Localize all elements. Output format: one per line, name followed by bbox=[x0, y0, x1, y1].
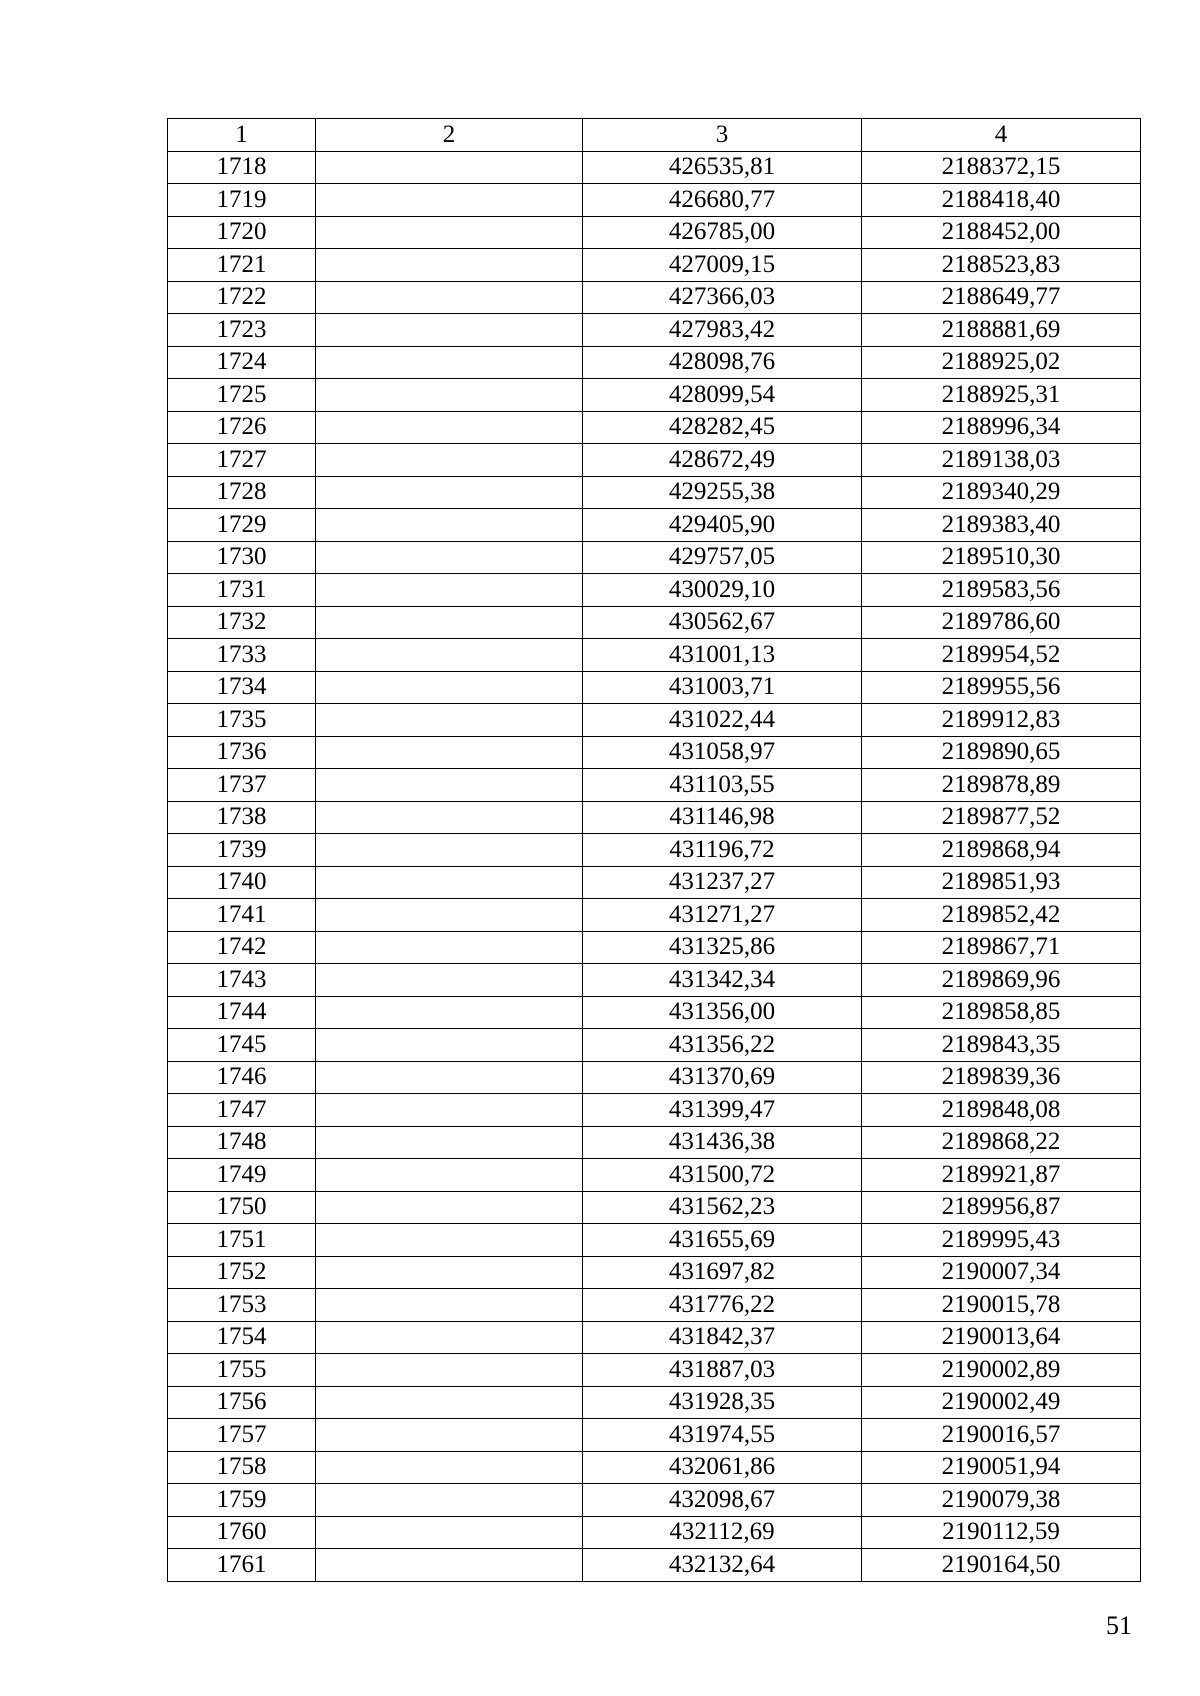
table-cell-col-4: 2188881,69 bbox=[862, 314, 1141, 347]
header-col-4: 4 bbox=[862, 119, 1141, 152]
table-cell-col-1: 1722 bbox=[168, 281, 316, 314]
table-cell-col-1: 1754 bbox=[168, 1321, 316, 1354]
table-cell-col-2 bbox=[316, 1061, 583, 1094]
table-cell-col-2 bbox=[316, 736, 583, 769]
table-cell-col-1: 1755 bbox=[168, 1354, 316, 1387]
table-cell-col-4: 2189921,87 bbox=[862, 1159, 1141, 1192]
table-cell-col-2 bbox=[316, 1321, 583, 1354]
table-cell-col-2 bbox=[316, 899, 583, 932]
table-cell-col-4: 2190079,38 bbox=[862, 1484, 1141, 1517]
table-cell-col-4: 2189995,43 bbox=[862, 1224, 1141, 1257]
table-row bbox=[168, 866, 1141, 899]
table-cell-col-3: 428672,49 bbox=[583, 444, 862, 477]
table-cell-col-4: 2190112,59 bbox=[862, 1516, 1141, 1549]
table-cell-col-4: 2189955,56 bbox=[862, 671, 1141, 704]
table-cell-col-3: 431003,71 bbox=[583, 671, 862, 704]
table-cell-col-1: 1745 bbox=[168, 1029, 316, 1062]
table-cell-col-2 bbox=[316, 671, 583, 704]
table-cell-col-2 bbox=[316, 1451, 583, 1484]
table-cell-col-4: 2189956,87 bbox=[862, 1191, 1141, 1224]
table-cell-col-2 bbox=[316, 281, 583, 314]
table-cell-col-2 bbox=[316, 1191, 583, 1224]
table-cell-col-4: 2189890,65 bbox=[862, 736, 1141, 769]
table-cell-col-2 bbox=[316, 1386, 583, 1419]
table-cell-col-1: 1741 bbox=[168, 899, 316, 932]
table-cell-col-3: 431562,23 bbox=[583, 1191, 862, 1224]
table-cell-col-2 bbox=[316, 801, 583, 834]
table-row bbox=[168, 1321, 1141, 1354]
table-cell-col-1: 1718 bbox=[168, 151, 316, 184]
table-cell-col-1: 1723 bbox=[168, 314, 316, 347]
table-cell-col-3: 431022,44 bbox=[583, 704, 862, 737]
header-row bbox=[168, 119, 1141, 152]
table-cell-col-3: 432112,69 bbox=[583, 1516, 862, 1549]
table-cell-col-3: 426785,00 bbox=[583, 216, 862, 249]
table-row bbox=[168, 801, 1141, 834]
table-row bbox=[168, 1094, 1141, 1127]
table-cell-col-1: 1727 bbox=[168, 444, 316, 477]
table-cell-col-2 bbox=[316, 541, 583, 574]
table-row bbox=[168, 1191, 1141, 1224]
table-cell-col-4: 2189852,42 bbox=[862, 899, 1141, 932]
table-cell-col-4: 2190002,89 bbox=[862, 1354, 1141, 1387]
table-cell-col-3: 427366,03 bbox=[583, 281, 862, 314]
table-row bbox=[168, 281, 1141, 314]
table-cell-col-2 bbox=[316, 1029, 583, 1062]
table-cell-col-1: 1729 bbox=[168, 509, 316, 542]
table-cell-col-2 bbox=[316, 151, 583, 184]
table-cell-col-4: 2189583,56 bbox=[862, 574, 1141, 607]
table-row bbox=[168, 1354, 1141, 1387]
table-cell-col-3: 431342,34 bbox=[583, 964, 862, 997]
table-cell-col-3: 430029,10 bbox=[583, 574, 862, 607]
table-cell-col-1: 1750 bbox=[168, 1191, 316, 1224]
table-row bbox=[168, 379, 1141, 412]
table-cell-col-4: 2189843,35 bbox=[862, 1029, 1141, 1062]
table-cell-col-3: 431103,55 bbox=[583, 769, 862, 802]
table-row bbox=[168, 411, 1141, 444]
table-cell-col-2 bbox=[316, 379, 583, 412]
table-row bbox=[168, 931, 1141, 964]
table-cell-col-4: 2188372,15 bbox=[862, 151, 1141, 184]
table-cell-col-1: 1719 bbox=[168, 184, 316, 217]
table-cell-col-1: 1761 bbox=[168, 1549, 316, 1582]
table-row bbox=[168, 509, 1141, 542]
table-cell-col-2 bbox=[316, 931, 583, 964]
table-cell-col-4: 2188418,40 bbox=[862, 184, 1141, 217]
table-cell-col-1: 1756 bbox=[168, 1386, 316, 1419]
table-header bbox=[168, 119, 1141, 152]
table-cell-col-4: 2189848,08 bbox=[862, 1094, 1141, 1127]
table-cell-col-1: 1751 bbox=[168, 1224, 316, 1257]
table-cell-col-2 bbox=[316, 1419, 583, 1452]
table-row bbox=[168, 1386, 1141, 1419]
table-cell-col-2 bbox=[316, 1516, 583, 1549]
table-row bbox=[168, 346, 1141, 379]
table-row bbox=[168, 639, 1141, 672]
table-cell-col-3: 432098,67 bbox=[583, 1484, 862, 1517]
table-row bbox=[168, 1484, 1141, 1517]
table-cell-col-2 bbox=[316, 704, 583, 737]
table-cell-col-1: 1733 bbox=[168, 639, 316, 672]
table-cell-col-4: 2190007,34 bbox=[862, 1256, 1141, 1289]
table-cell-col-4: 2189867,71 bbox=[862, 931, 1141, 964]
table-cell-col-1: 1749 bbox=[168, 1159, 316, 1192]
table-row bbox=[168, 151, 1141, 184]
table-cell-col-4: 2189954,52 bbox=[862, 639, 1141, 672]
table-row bbox=[168, 249, 1141, 282]
table-cell-col-2 bbox=[316, 1354, 583, 1387]
table-cell-col-4: 2189786,60 bbox=[862, 606, 1141, 639]
table-cell-col-2 bbox=[316, 1094, 583, 1127]
table-cell-col-3: 430562,67 bbox=[583, 606, 862, 639]
table-cell-col-3: 428282,45 bbox=[583, 411, 862, 444]
table-cell-col-3: 431356,00 bbox=[583, 996, 862, 1029]
table-cell-col-3: 431356,22 bbox=[583, 1029, 862, 1062]
table-cell-col-4: 2189869,96 bbox=[862, 964, 1141, 997]
table-cell-col-2 bbox=[316, 1289, 583, 1322]
table-cell-col-4: 2190002,49 bbox=[862, 1386, 1141, 1419]
table-cell-col-3: 429405,90 bbox=[583, 509, 862, 542]
table-cell-col-3: 427983,42 bbox=[583, 314, 862, 347]
table-cell-col-4: 2189868,94 bbox=[862, 834, 1141, 867]
table-cell-col-3: 431974,55 bbox=[583, 1419, 862, 1452]
table-cell-col-3: 431776,22 bbox=[583, 1289, 862, 1322]
table-cell-col-4: 2190013,64 bbox=[862, 1321, 1141, 1354]
table-row bbox=[168, 1289, 1141, 1322]
table-cell-col-3: 429255,38 bbox=[583, 476, 862, 509]
table-cell-col-1: 1731 bbox=[168, 574, 316, 607]
table-cell-col-3: 431928,35 bbox=[583, 1386, 862, 1419]
table-cell-col-3: 427009,15 bbox=[583, 249, 862, 282]
table-cell-col-3: 431058,97 bbox=[583, 736, 862, 769]
table-cell-col-1: 1720 bbox=[168, 216, 316, 249]
table-cell-col-1: 1759 bbox=[168, 1484, 316, 1517]
table-cell-col-3: 431325,86 bbox=[583, 931, 862, 964]
table-cell-col-3: 431500,72 bbox=[583, 1159, 862, 1192]
table-cell-col-4: 2189868,22 bbox=[862, 1126, 1141, 1159]
table-cell-col-2 bbox=[316, 1256, 583, 1289]
table-row bbox=[168, 1256, 1141, 1289]
table-cell-col-1: 1724 bbox=[168, 346, 316, 379]
table-row bbox=[168, 1126, 1141, 1159]
table-row bbox=[168, 541, 1141, 574]
table-cell-col-4: 2189383,40 bbox=[862, 509, 1141, 542]
table-cell-col-1: 1726 bbox=[168, 411, 316, 444]
table-row bbox=[168, 704, 1141, 737]
table-cell-col-4: 2188649,77 bbox=[862, 281, 1141, 314]
table-cell-col-4: 2190164,50 bbox=[862, 1549, 1141, 1582]
header-col-3: 3 bbox=[583, 119, 862, 152]
table-cell-col-4: 2189851,93 bbox=[862, 866, 1141, 899]
table-row bbox=[168, 1061, 1141, 1094]
table-cell-col-3: 431271,27 bbox=[583, 899, 862, 932]
table-body bbox=[168, 151, 1141, 1581]
table-row bbox=[168, 1451, 1141, 1484]
page-number: 51 bbox=[1106, 1611, 1132, 1640]
table-cell-col-4: 2188523,83 bbox=[862, 249, 1141, 282]
table-cell-col-2 bbox=[316, 509, 583, 542]
table-cell-col-3: 428099,54 bbox=[583, 379, 862, 412]
table-cell-col-4: 2188925,31 bbox=[862, 379, 1141, 412]
table-cell-col-1: 1739 bbox=[168, 834, 316, 867]
table-cell-col-4: 2189138,03 bbox=[862, 444, 1141, 477]
table-cell-col-3: 431842,37 bbox=[583, 1321, 862, 1354]
table-cell-col-3: 431237,27 bbox=[583, 866, 862, 899]
table-cell-col-1: 1752 bbox=[168, 1256, 316, 1289]
table-cell-col-2 bbox=[316, 314, 583, 347]
table-cell-col-2 bbox=[316, 216, 583, 249]
table-cell-col-1: 1721 bbox=[168, 249, 316, 282]
table-cell-col-1: 1735 bbox=[168, 704, 316, 737]
table-cell-col-2 bbox=[316, 1126, 583, 1159]
table-cell-col-3: 431146,98 bbox=[583, 801, 862, 834]
table-row bbox=[168, 1516, 1141, 1549]
table-cell-col-3: 428098,76 bbox=[583, 346, 862, 379]
header-col-1: 1 bbox=[168, 119, 316, 152]
table-cell-col-4: 2189340,29 bbox=[862, 476, 1141, 509]
table-cell-col-4: 2189878,89 bbox=[862, 769, 1141, 802]
table-cell-col-2 bbox=[316, 411, 583, 444]
table-cell-col-3: 426535,81 bbox=[583, 151, 862, 184]
table-cell-col-2 bbox=[316, 834, 583, 867]
table-cell-col-3: 431001,13 bbox=[583, 639, 862, 672]
table-cell-col-1: 1742 bbox=[168, 931, 316, 964]
table-cell-col-2 bbox=[316, 1224, 583, 1257]
table-cell-col-2 bbox=[316, 964, 583, 997]
table-cell-col-2 bbox=[316, 639, 583, 672]
table-row bbox=[168, 964, 1141, 997]
table-cell-col-4: 2189912,83 bbox=[862, 704, 1141, 737]
table-cell-col-3: 432061,86 bbox=[583, 1451, 862, 1484]
table-cell-col-4: 2188996,34 bbox=[862, 411, 1141, 444]
table-cell-col-1: 1753 bbox=[168, 1289, 316, 1322]
table-cell-col-1: 1738 bbox=[168, 801, 316, 834]
table-cell-col-2 bbox=[316, 606, 583, 639]
table-row bbox=[168, 1224, 1141, 1257]
table-cell-col-4: 2189858,85 bbox=[862, 996, 1141, 1029]
table-cell-col-3: 431436,38 bbox=[583, 1126, 862, 1159]
table-cell-col-1: 1748 bbox=[168, 1126, 316, 1159]
header-col-2: 2 bbox=[316, 119, 583, 152]
table-cell-col-2 bbox=[316, 444, 583, 477]
table-cell-col-4: 2188925,02 bbox=[862, 346, 1141, 379]
table-row bbox=[168, 606, 1141, 639]
table-row bbox=[168, 1029, 1141, 1062]
table-row bbox=[168, 834, 1141, 867]
table-cell-col-1: 1736 bbox=[168, 736, 316, 769]
table-cell-col-3: 431399,47 bbox=[583, 1094, 862, 1127]
table-row bbox=[168, 216, 1141, 249]
table-row bbox=[168, 444, 1141, 477]
table-cell-col-2 bbox=[316, 1159, 583, 1192]
table-cell-col-3: 431655,69 bbox=[583, 1224, 862, 1257]
table-cell-col-2 bbox=[316, 476, 583, 509]
table-row bbox=[168, 1419, 1141, 1452]
table-cell-col-1: 1758 bbox=[168, 1451, 316, 1484]
table-cell-col-3: 429757,05 bbox=[583, 541, 862, 574]
table-cell-col-4: 2189510,30 bbox=[862, 541, 1141, 574]
table-row bbox=[168, 476, 1141, 509]
table-cell-col-1: 1757 bbox=[168, 1419, 316, 1452]
table-cell-col-3: 426680,77 bbox=[583, 184, 862, 217]
table-cell-col-1: 1730 bbox=[168, 541, 316, 574]
table-row bbox=[168, 996, 1141, 1029]
table-row bbox=[168, 671, 1141, 704]
table-row bbox=[168, 769, 1141, 802]
table-cell-col-2 bbox=[316, 866, 583, 899]
table-cell-col-3: 431697,82 bbox=[583, 1256, 862, 1289]
table-cell-col-2 bbox=[316, 249, 583, 282]
table-cell-col-2 bbox=[316, 1484, 583, 1517]
coordinates-table bbox=[167, 118, 1141, 1582]
table-cell-col-1: 1740 bbox=[168, 866, 316, 899]
table-row bbox=[168, 1159, 1141, 1192]
table-cell-col-2 bbox=[316, 574, 583, 607]
table-cell-col-1: 1737 bbox=[168, 769, 316, 802]
table-cell-col-4: 2190016,57 bbox=[862, 1419, 1141, 1452]
table-row bbox=[168, 184, 1141, 217]
table-cell-col-1: 1747 bbox=[168, 1094, 316, 1127]
table-cell-col-4: 2189839,36 bbox=[862, 1061, 1141, 1094]
table-cell-col-1: 1760 bbox=[168, 1516, 316, 1549]
table-cell-col-1: 1728 bbox=[168, 476, 316, 509]
table-cell-col-2 bbox=[316, 996, 583, 1029]
table-row bbox=[168, 899, 1141, 932]
table-cell-col-1: 1743 bbox=[168, 964, 316, 997]
table-cell-col-3: 431370,69 bbox=[583, 1061, 862, 1094]
table-cell-col-1: 1744 bbox=[168, 996, 316, 1029]
table-cell-col-1: 1732 bbox=[168, 606, 316, 639]
table-cell-col-1: 1725 bbox=[168, 379, 316, 412]
table-cell-col-4: 2190051,94 bbox=[862, 1451, 1141, 1484]
table-cell-col-2 bbox=[316, 184, 583, 217]
table-cell-col-4: 2190015,78 bbox=[862, 1289, 1141, 1322]
table-cell-col-2 bbox=[316, 1549, 583, 1582]
table-cell-col-2 bbox=[316, 346, 583, 379]
table-cell-col-3: 431887,03 bbox=[583, 1354, 862, 1387]
table-row bbox=[168, 736, 1141, 769]
table-cell-col-3: 432132,64 bbox=[583, 1549, 862, 1582]
table-cell-col-1: 1746 bbox=[168, 1061, 316, 1094]
table-cell-col-1: 1734 bbox=[168, 671, 316, 704]
table-row bbox=[168, 1549, 1141, 1582]
table-cell-col-4: 2189877,52 bbox=[862, 801, 1141, 834]
table-cell-col-4: 2188452,00 bbox=[862, 216, 1141, 249]
table-cell-col-2 bbox=[316, 769, 583, 802]
table-cell-col-3: 431196,72 bbox=[583, 834, 862, 867]
table-row bbox=[168, 314, 1141, 347]
table-row bbox=[168, 574, 1141, 607]
